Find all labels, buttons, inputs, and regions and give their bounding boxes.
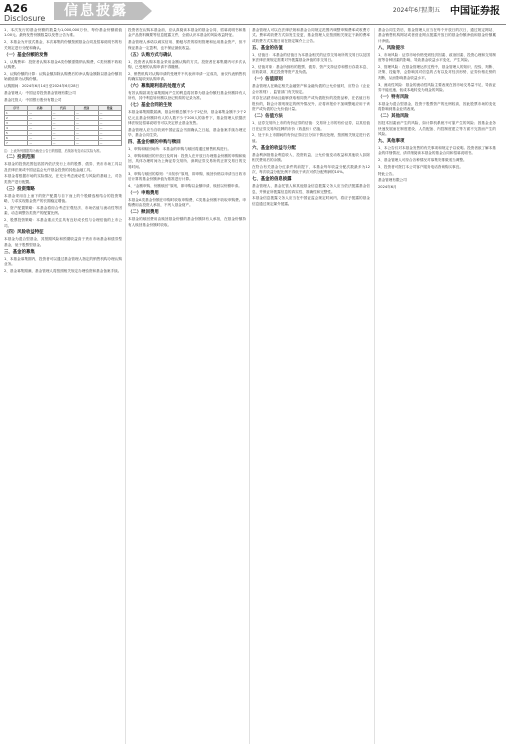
column-divider xyxy=(249,28,250,744)
body-paragraph: 本基金信息披露义务人应当在中国证监会规定时间内，将应予披露的基金信息通过规定媒介披露。 xyxy=(252,196,370,206)
body-paragraph: 基金合同生效后，基金管理人应当在每个开放日的次日，通过规定网站、基金销售机构网站或者营业网点披露开放日的基金份额净值和基金份额累计净值。 xyxy=(378,28,496,43)
body-paragraph: 1、证券交易所上市的有价证券的估值：交易所上市的有价证券，以其估值日在证券交易所挂牌的市价（收盘价）估值。 xyxy=(252,121,370,131)
table-cell: — xyxy=(75,115,98,120)
section-heading: （一）估值原则 xyxy=(252,77,283,83)
table-cell: 4 xyxy=(5,125,28,130)
table-cell: — xyxy=(51,120,74,125)
body-paragraph: 在符合有关基金分红条件的前提下，本基金每年收益分配次数最多为12次，每次收益分配比例不得低于该次可供分配利润的10%。 xyxy=(252,164,370,175)
body-paragraph: 本基金为混合型基金，其预期风险和预期收益高于货币市场基金和债券型基金，低于股票型基金。 xyxy=(4,237,122,247)
table-cell: — xyxy=(51,130,74,135)
section-heading: 三、基金的募集 xyxy=(4,249,35,255)
table-cell: — xyxy=(98,115,121,120)
section-heading: （二）赎回费用 xyxy=(128,210,159,216)
table-cell: 3 xyxy=(5,120,28,125)
body-paragraph: 1、资产配置策略：本基金将综合考虑宏观经济、市场估值与流动性等因素，动态调整各类资产的配置比例。 xyxy=(4,205,122,216)
table-row xyxy=(5,140,122,145)
body-paragraph: 3、投资者可拨打本公司客户服务电话咨询购买事宜。 xyxy=(378,164,463,169)
text-column-2 xyxy=(128,28,246,746)
body-paragraph: 2、管理风险：在基金管理运作过程中，基金管理人的知识、经验、判断、决策、技能等，会影响其对信息的占有以及对经济形势、证券价格走势的判断，从而影响基金收益水平。 xyxy=(378,64,496,80)
body-paragraph: 认购期间：2024年6月14日至2024年6月28日 xyxy=(4,83,80,88)
section-heading: （七）基金合同的生效 xyxy=(128,103,172,109)
section-heading: （四）风险收益特征 xyxy=(4,230,44,236)
table-header-cell: 序号 xyxy=(5,105,28,110)
table-header-cell: 名称 xyxy=(28,105,51,110)
page-header xyxy=(0,0,506,26)
body-paragraph: 基金管理人可以在法律法规和基金合同规定范围内调整申购费率或收费方式。费率或收费方式如发生变更，基金管理人应按照相关规定于新的费率或收费方式实施日前在指定媒介上公告。 xyxy=(252,28,370,43)
body-paragraph: 1、申购和赎回场所：本基金的申购与赎回将通过销售机构进行。 xyxy=(128,147,231,152)
section-name-en: Disclosure xyxy=(4,14,46,23)
body-paragraph: 3、申购与赎回的原则：“未知价”原则，即申购、赎回价格以申请当日收市后计算的基金份额净值为基准进行计算。 xyxy=(128,171,246,182)
body-paragraph: 基金管理人：中国证券投资基金管理有限公司 xyxy=(4,90,76,95)
table-cell: — xyxy=(98,135,121,140)
table-cell: — xyxy=(98,130,121,135)
section-heading: （二）估值方法 xyxy=(252,114,283,120)
body-paragraph: 对存在活跃市场且能够获取相同资产或负债报价的投资品种，在估值日有报价的，除会计准则规定的例外情况外，应将该报价不加调整地应用于该资产或负债的公允价值计量。 xyxy=(252,96,370,112)
body-paragraph: 2、申购和赎回的开放日及时间：投资人在开放日办理基金份额的申购和赎回，具体办理时间为上海证券交易所、深圳证券交易所的正常交易日的交易时间。 xyxy=(128,154,246,169)
body-paragraph: 基金管理人承诺以诚实信用、勤勉尽责的原则管理和运用基金资产，但不保证基金一定盈利，也不保证最低收益。 xyxy=(128,40,246,50)
body-paragraph: 本基金募集期限届满，基金份额总额不少于2亿份，基金募集金额不少于2亿元且基金份额持有人的人数不少于200人的条件下，基金管理人依据法律法规及招募说明书可以决定停止基金发售。 xyxy=(128,110,246,126)
section-heading: （五）认购方式与确认 xyxy=(128,52,172,58)
column-divider xyxy=(125,28,126,744)
table-cell: — xyxy=(75,110,98,115)
body-paragraph: 因技术因素而产生的风险，如计算机系统不可靠产生的风险；因基金业务快速发展而在制度建设、人员配备、内控制度建立等方面不完善而产生的风险。 xyxy=(378,121,496,136)
table-cell: — xyxy=(28,110,51,115)
section-heading: 六、基金的收益与分配 xyxy=(252,145,296,151)
body-paragraph: 本基金采用自上而下的资产配置与自下而上的个股精选相结合的投资策略，力求实现基金资产的长期稳定增值。 xyxy=(4,193,122,204)
body-paragraph: 1、认购费率：投资者认购本基金A类份额需缴纳认购费，C类份额不收取认购费。 xyxy=(4,59,122,69)
table-cell: — xyxy=(28,115,51,120)
section-title: 信息披露 xyxy=(54,2,142,20)
table-cell: — xyxy=(75,125,98,130)
body-paragraph: 3、流动性风险：基金的流动性风险主要表现在因市场交易量不足，导致证券不能迅速、低成本地转变为现金的风险。 xyxy=(378,82,496,92)
body-paragraph: 1、本次发行的基金份额的数量为1,000,000万份，每份基金份额面值1.00元。最终发售份额数量以发售公告为准。 xyxy=(4,28,122,38)
table-cell: 1 xyxy=(5,110,28,115)
table-cell: — xyxy=(98,125,121,130)
issue-weekday: 星期五 xyxy=(421,7,440,14)
table-cell: — xyxy=(28,135,51,140)
section-heading: （三）投资策略 xyxy=(4,186,35,192)
table-cell: — xyxy=(51,125,74,130)
header-divider xyxy=(0,24,506,25)
table-cell: — xyxy=(51,110,74,115)
table-cell: 5 xyxy=(5,130,28,135)
body-paragraph: 1、估值日：本基金的估值日为本基金相关的证券交易场所的交易日以及国家法律法规规定需要对外披露基金净值的非交易日。 xyxy=(252,52,370,63)
table-cell: — xyxy=(51,140,74,145)
body-paragraph: 本基金的投资范围包括国内依法发行上市的股票、债券、货币市场工具以及法律法规或中国证监会允许基金投资的其他金融工具。 xyxy=(4,162,122,172)
holdings-table xyxy=(4,105,122,146)
body-paragraph: 2024年6月 xyxy=(378,185,397,190)
body-paragraph: 基金利润指基金利息收入、投资收益、公允价值变动收益和其他收入扣除相关费用后的余额。 xyxy=(252,152,370,163)
body-paragraph: 注：上表所列数据均为截至公告日的数据，后续如有变动以实际为准。 xyxy=(4,148,103,153)
text-column-1 xyxy=(4,28,122,746)
body-paragraph: 基金管理人、基金托管人和其他基金信息披露义务人应当依法披露基金信息，并保证所披露信息的真实性、准确性和完整性。 xyxy=(252,184,370,194)
table-cell: — xyxy=(28,120,51,125)
body-paragraph: 基金管理有限公司 xyxy=(378,178,407,183)
section-heading: （二）其他风险 xyxy=(378,114,409,120)
table-cell: 2 xyxy=(5,115,28,120)
table-cell: — xyxy=(28,140,51,145)
table-cell: — xyxy=(51,115,74,120)
body-paragraph: 本基金A类基金份额在申购时收取申购费，C类基金份额不收取申购费。申购费用由投资人承担，不列入基金财产。 xyxy=(128,197,246,208)
table-cell: — xyxy=(28,130,51,135)
body-paragraph: 2、股票投资策略：本基金重点关注具有良好成长性与合理估值的上市公司。 xyxy=(4,218,122,228)
table-header-cell: 数量 xyxy=(98,105,121,110)
table-cell: 7 xyxy=(5,140,28,145)
body-paragraph: 基金管理人在确定相关金融资产和金融负债的公允价值时，应符合《企业会计准则》、监管部门有关规定。 xyxy=(252,84,370,94)
body-paragraph: 2、认购份额的计算：认购金额扣除认购费后的净认购金额除以基金份额初始面值即为认购份额。 xyxy=(4,71,122,82)
body-paragraph: 1、本基金募集期内，投资者可以通过基金管理人指定的销售机构办理认购业务。 xyxy=(4,256,122,267)
table-cell: — xyxy=(98,140,121,145)
body-paragraph: 本基金为混合型基金，投资于股票资产的比例较高，因此股票市场的变化将影响到基金业绩表现。 xyxy=(378,101,496,112)
section-heading: （一）特有风险 xyxy=(378,94,409,100)
page-number: A26 xyxy=(4,2,28,15)
body-paragraph: 投资者在认购本基金前，应认真阅读本基金的基金合同、招募说明书和基金产品资料概要等信息披露文件，全面认识本基金的风险收益特征。 xyxy=(128,28,246,38)
section-heading: 七、基金的信息披露 xyxy=(252,177,292,183)
issue-date: 2024年6月 xyxy=(392,7,424,14)
section-heading: 四、基金份额的申购与赎回 xyxy=(128,140,181,146)
body-paragraph: 1、市场风险：证券市场价格受到经济因素、政治因素、投资心理和交易制度等各种因素的影响，导致基金收益水平变化，产生风险。 xyxy=(378,52,496,63)
body-paragraph: 2、销售机构对认购申请的受理并不代表该申请一定成功，而仅代表销售机构确实接收到认购申请。 xyxy=(128,71,246,82)
table-cell: — xyxy=(98,120,121,125)
table-cell: — xyxy=(75,130,98,135)
text-column-4 xyxy=(378,28,496,746)
table-header-cell: 代码 xyxy=(51,105,74,110)
body-paragraph: 特此公告。 xyxy=(378,171,396,176)
table-cell: — xyxy=(98,110,121,115)
text-column-3 xyxy=(252,28,370,746)
body-paragraph: 2、估值对象：基金所拥有的股票、债券、资产支持证券和银行存款本息、应收款项、其它投资等资产及负债。 xyxy=(252,64,370,75)
section-heading: （六）募集期利息的处理方式 xyxy=(128,84,186,90)
body-paragraph: 本基金的赎回费用由赎回基金份额的基金份额持有人承担，在基金份额持有人赎回基金份额时收取。 xyxy=(128,217,246,227)
section-heading: 八、风险提示 xyxy=(378,45,405,51)
table-cell: — xyxy=(28,125,51,130)
section-heading: （一）申购费用 xyxy=(128,190,159,196)
body-paragraph: 有效认购款项在募集期间产生的利息将折算为基金份额归基金份额持有人所有，其中利息转份额以登记机构的记录为准。 xyxy=(128,91,246,101)
body-paragraph: 2、基金募集期满，基金管理人将按照相关规定办理验资和基金备案手续。 xyxy=(4,268,122,273)
column-divider xyxy=(374,28,375,744)
body-paragraph: 4、“金额申购、份额赎回”原则，即申购以金额申请，赎回以份额申请。 xyxy=(128,183,242,188)
body-paragraph: 基金托管人：中国银行股份有限公司 xyxy=(4,97,62,102)
table-cell: — xyxy=(75,140,98,145)
body-paragraph: 1、本公告仅对本基金发售的有关事项和规定予以说明。投资者欲了解本基金的详细情况，请详细阅读本基金的基金合同和招募说明书。 xyxy=(378,145,496,156)
table-cell: 6 xyxy=(5,135,28,140)
section-heading: 九、其他事项 xyxy=(378,138,405,144)
body-paragraph: 2、处于未上市期间的有价证券应区分如下情况处理，按照相关规定进行估值。 xyxy=(252,133,370,143)
body-paragraph: 2、基金管理人可综合各种情况对募集安排做适当调整。 xyxy=(378,158,467,163)
body-paragraph: 1、投资者认购本基金采用金额认购的方式。投资者在募集期内可多次认购，已受理的认购申请不得撤销。 xyxy=(128,59,246,69)
section-heading: 五、基金的估值 xyxy=(252,45,283,51)
section-heading: （一）基金份额的发售 xyxy=(4,52,48,58)
body-paragraph: 2、本基金为开放式基金，本次募集的份额按照基金合同及招募说明书的有关规定进行分配和确认。 xyxy=(4,40,122,50)
body-paragraph: 本基金将根据市场的实际情况，在充分考虑流动性与风险的基础上，对各类资产进行配置。 xyxy=(4,174,122,184)
table-cell: — xyxy=(75,120,98,125)
table-cell: — xyxy=(75,135,98,140)
body-paragraph: 基金管理人应当自收到中国证监会书面确认之日起，基金备案手续办理完毕，基金合同生效。 xyxy=(128,127,246,138)
section-heading: （二）投资范围 xyxy=(4,155,35,161)
table-header-cell: 类别 xyxy=(75,105,98,110)
newspaper-masthead: 中国证券报 xyxy=(450,6,500,17)
table-cell: — xyxy=(51,135,74,140)
